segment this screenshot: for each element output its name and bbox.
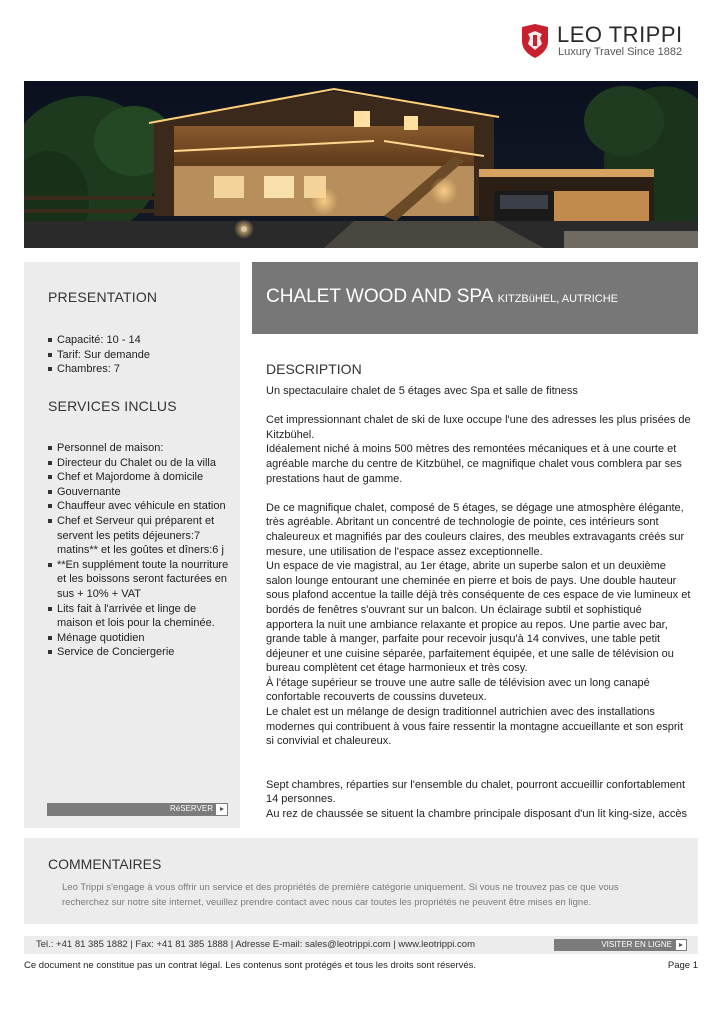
services-list: [48, 441, 234, 660]
description-heading: DESCRIPTION: [266, 361, 362, 377]
list-item: **En supplément toute la nourriture et les boissons seront facturées en sus + 10% + VAT: [48, 558, 234, 602]
legal-disclaimer: Ce document ne constitue pas un contrat légal. Les contenus sont protégés et tous les droits sont réservés.: [24, 960, 477, 971]
description-paragraph: Un spectaculaire chalet de 5 étages avec Spa et salle de fitness: [266, 385, 578, 397]
description-paragraph: Sept chambres, réparties sur l'ensemble du chalet, pourront accueillir confortablement 14 personnes. Au rez de chaussée se situent la chambre principale disposant d'un lit king-size, accès: [266, 778, 687, 821]
description-paragraph: De ce magnifique chalet, composé de 5 étages, se dégage une atmosphère élégante, très agréable. Abritant un concentré de technologie de pointe, ces intérieurs sont chaleureux et magnifiés par des couleurs claires, des meubles extravagants créés sur mesure, une utilisation de l'espace assez exceptionnelle. Un espace de vie magistral, au 1er étage, abrite un superbe salon et un deuxième salon lounge entourant une cheminée en pierre et bois de pays. Une double hauteur sous plafond accentue la taille déjà très conséquente de ces espace de vie lumineux et bordés de fenêtres s'ouvrant sur un balcon. Un éclairage subtil et sophistiqué apportera la nuit une ambiance relaxante et propice au repos. Une partie avec bar, grande table à manger, parfaite pour recevoir jusqu'à 14 convives, une table petit déjeuner et une cuisine séparée, parfaitement équipée, et une salle de télévision ou bureau complètent cet étage harmonieux et très cosy. À l'étage supérieur se trouve une autre salle de télévision avec un long canapé confortable recouverts de coussins duveteux. Le chalet est un mélange de design traditionnel autrichien avec des installations modernes qui contribuent à vous faire ressentir la montagne accueillante et son esprit si convivial et chaleureux.: [266, 501, 691, 748]
list-item: Chauffeur avec véhicule en station: [48, 499, 234, 514]
list-item: Directeur du Chalet ou de la villa: [48, 456, 234, 471]
visit-online-button[interactable]: [554, 939, 687, 951]
presentation-heading: PRESENTATION: [48, 289, 158, 305]
brand-logo: [520, 22, 700, 62]
services-heading: SERVICES INCLUS: [48, 398, 177, 414]
reserve-button-label: RéSERVER: [170, 804, 213, 813]
footer-bar: [24, 936, 698, 954]
contact-info: Tel.: +41 81 385 1882 | Fax: +41 81 385 1888 | Adresse E-mail: sales@leotrippi.com | www.leotrippi.com: [36, 939, 475, 950]
list-item: Chambres: 7: [48, 362, 234, 377]
list-item: Ménage quotidien: [48, 631, 234, 646]
list-item: Gouvernante: [48, 485, 234, 500]
hero-photo: [24, 81, 698, 248]
chalet-photo: [24, 81, 698, 248]
list-item: Chef et Serveur qui préparent et servent les petits déjeuners:7 matins** et les goûtes et dîners:6 j: [48, 514, 234, 558]
arrow-right-icon: [676, 940, 686, 950]
comments-heading: COMMENTAIRES: [48, 856, 162, 872]
property-location: KITZBüHEL, AUTRICHE: [497, 293, 618, 305]
property-title: [266, 286, 618, 308]
page-number: Page 1: [667, 960, 698, 971]
shield-icon: [520, 24, 550, 58]
sidebar-panel: [24, 262, 240, 828]
property-title-band: [252, 262, 698, 334]
list-item: Service de Conciergerie: [48, 645, 234, 660]
property-name: CHALET WOOD AND SPA: [266, 286, 493, 307]
brand-tagline: Luxury Travel Since 1882: [558, 46, 683, 58]
list-item: Tarif: Sur demande: [48, 348, 234, 363]
list-item: Personnel de maison:: [48, 441, 234, 456]
visit-online-label: VISITER EN LIGNE: [601, 940, 672, 949]
description-body: [266, 384, 691, 822]
list-item: Chef et Majordome à domicile: [48, 470, 234, 485]
presentation-list: [48, 333, 234, 377]
comments-text: Leo Trippi s'engage à vous offrir un service et des propriétés de première catégorie uniquement. Si vous ne trouvez pas ce que vous recherchez sur notre site internet, veuillez prendre contact avec nous car toutes les propriétés ne peuvent être mises en ligne.: [62, 882, 619, 908]
brand-name: LEO TRIPPI: [557, 22, 683, 47]
arrow-right-icon: [216, 804, 227, 815]
description-paragraph: Cet impressionnant chalet de ski de luxe occupe l'une des adresses les plus prisées de Kitzbühel. Idéalement niché à moins 500 mètres des remontées mécaniques et à une courte et agréable marche du centre de Kitzbühel, ce magnifique chalet vous comblera par ses prestations haut de gamme.: [266, 414, 691, 485]
list-item: Capacité: 10 - 14: [48, 333, 234, 348]
comments-panel: [24, 838, 698, 924]
reserve-button[interactable]: [47, 803, 228, 816]
list-item: Lits fait à l'arrivée et linge de maison et lois pour la cheminée.: [48, 602, 234, 631]
